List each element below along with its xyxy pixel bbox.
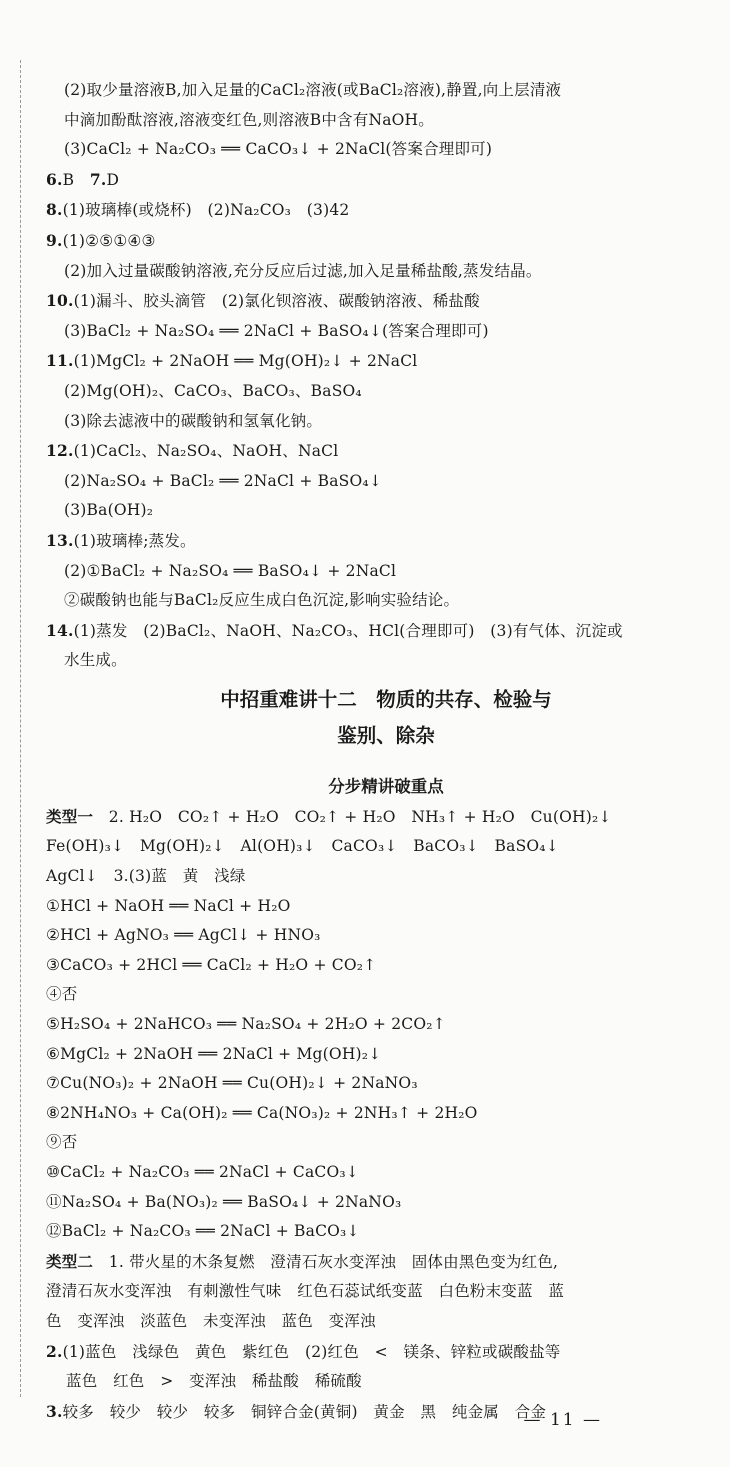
question-number: 13. [46,530,74,550]
answer-line [46,802,686,833]
question-number: 3. [46,1401,63,1421]
answer-text: (1)CaCl₂、Na₂SO₄、NaOH、NaCl [73,442,339,461]
answer-line [46,257,686,287]
answer-text: ②碳酸钠也能与BaCl₂反应生成白色沉淀,影响实验结论。 [64,591,460,610]
answer-text: (3)CaCl₂ + Na₂CO₃ ══ CaCO₃↓ + 2NaCl(答案合理即可) [64,140,493,159]
answer-text: (1)蒸发 (2)BaCl₂、NaOH、Na₂CO₃、HCl(合理即可) (3)有气体、沉淀或 [73,621,623,640]
answer-text: (2)①BaCl₂ + Na₂SO₄ ══ BaSO₄↓ + 2NaCl [64,561,397,580]
section-subtitle: 分步精讲破重点 [328,776,444,796]
answer-line [46,557,686,587]
answer-line [46,407,686,437]
answer-text: 1. 带火星的木条复燃 澄清石灰水变浑浊 固体由黑色变为红色, [93,1252,559,1271]
answer-text: (1)玻璃棒(或烧杯) (2)Na₂CO₃ (3)42 [62,201,350,220]
answer-text: (1)漏斗、胶头滴管 (2)氯化钡溶液、碳酸钠溶液、稀盐酸 [73,292,480,311]
section-title-line1: 中招重难讲十二 物质的共存、检验与 [220,687,552,711]
answer-text: AgCl↓ 3.(3)蓝 黄 浅绿 [46,867,246,886]
answer-text: ②HCl + AgNO₃ ══ AgCl↓ + HNO₃ [46,926,321,945]
answer-line [46,1128,686,1158]
answer-text: (1)MgCl₂ + 2NaOH ══ Mg(OH)₂↓ + 2NaCl [73,352,418,371]
answer-text: ⑧2NH₄NO₃ + Ca(OH)₂ ══ Ca(NO₃)₂ + 2NH₃↑ + 2H₂O [46,1103,478,1122]
answer-text: (3)BaCl₂ + Na₂SO₄ ══ 2NaCl + BaSO₄↓(答案合理即可) [64,321,489,340]
answer-line [46,586,686,616]
answer-block-previous [46,76,686,676]
answer-line [46,862,686,892]
answer-line [46,1277,686,1307]
answer-text: 2. H₂O CO₂↑ + H₂O CO₂↑ + H₂O NH₃↑ + H₂O Cu(OH)₂↓ [93,807,612,826]
answer-text: (1)玻璃棒;蒸发。 [73,531,196,550]
question-number: 14. [46,620,74,640]
answer-text: (2)取少量溶液B,加入足量的CaCl₂溶液(或BaCl₂溶液),静置,向上层清液 [64,81,562,99]
answer-text: ⑥MgCl₂ + 2NaOH ══ 2NaCl + Mg(OH)₂↓ [46,1044,382,1063]
answer-text: B [62,170,90,189]
answer-text: ④否 [46,985,78,1004]
answer-content [46,76,686,1427]
answer-text: ①HCl + NaOH ══ NaCl + H₂O [46,896,291,915]
page-number: — 11 — [523,1410,602,1430]
binding-margin-line [20,60,21,1397]
answer-line [46,1010,686,1040]
answer-line [46,892,686,922]
answer-block-section [46,802,686,1427]
answer-line [46,1158,686,1188]
question-number: 10. [46,291,74,311]
question-number: 11. [46,351,74,371]
answer-line [46,226,686,257]
question-number: 2. [46,1341,63,1361]
answer-text: 蓝色 红色 > 变浑浊 稀盐酸 稀硫酸 [66,1372,362,1391]
answer-line [46,951,686,981]
answer-line [46,195,686,226]
answer-text: (2)Na₂SO₄ + BaCl₂ ══ 2NaCl + BaSO₄↓ [64,471,383,490]
answer-line [46,165,686,196]
answer-text: 较多 较少 较少 较多 铜锌合金(黄铜) 黄金 黑 纯金属 合金 [62,1402,547,1421]
answer-line [46,1099,686,1129]
question-number: 类型一 [46,806,94,826]
answer-line [46,496,686,526]
answer-line [46,377,686,407]
answer-line [46,1367,686,1397]
answer-text: (1)②⑤①④③ [62,231,156,250]
question-number: 9. [46,230,63,250]
answer-line [46,1188,686,1218]
answer-text: D [106,170,120,189]
question-number: 类型二 [46,1251,94,1271]
answer-text: 澄清石灰水变浑浊 有刺激性气味 红色石蕊试纸变蓝 白色粉末变蓝 蓝 [46,1282,565,1301]
answer-line [46,1307,686,1337]
answer-text: ⑫BaCl₂ + Na₂CO₃ ══ 2NaCl + BaCO₃↓ [46,1222,360,1241]
answer-line [46,436,686,467]
answer-text: (3)Ba(OH)₂ [64,501,154,520]
answer-text: ⑪Na₂SO₄ + Ba(NO₃)₂ ══ BaSO₄↓ + 2NaNO₃ [46,1192,402,1211]
answer-line [46,76,686,106]
question-number: 12. [46,441,74,461]
answer-line [46,467,686,497]
answer-text: ⑦Cu(NO₃)₂ + 2NaOH ══ Cu(OH)₂↓ + 2NaNO₃ [46,1074,418,1093]
answer-text: ⑩CaCl₂ + Na₂CO₃ ══ 2NaCl + CaCO₃↓ [46,1163,359,1181]
answer-line [46,616,686,647]
answer-line [46,1069,686,1099]
answer-text: ⑤H₂SO₄ + 2NaHCO₃ ══ Na₂SO₄ + 2H₂O + 2CO₂↑ [46,1015,446,1034]
answer-line [46,646,686,676]
answer-line [46,317,686,347]
answer-text: 水生成。 [64,651,127,670]
answer-line [46,1337,686,1368]
answer-line [46,106,686,136]
answer-text: ⑨否 [46,1133,78,1152]
answer-text: ③CaCO₃ + 2HCl ══ CaCl₂ + H₂O + CO₂↑ [46,955,377,974]
question-number: 7. [89,169,107,189]
answer-line [46,980,686,1010]
answer-line [46,286,686,317]
answer-text: Fe(OH)₃↓ Mg(OH)₂↓ Al(OH)₃↓ CaCO₃↓ BaCO₃↓ BaSO₄↓ [46,837,559,856]
answer-line [46,832,686,862]
answer-line [46,526,686,557]
answer-text: 中滴加酚酞溶液,溶液变红色,则溶液B中含有NaOH。 [64,110,434,129]
answer-text: (2)Mg(OH)₂、CaCO₃、BaCO₃、BaSO₄ [64,381,362,400]
section-title-line2: 鉴别、除杂 [337,723,435,747]
answer-text: (1)蓝色 浅绿色 黄色 紫红色 (2)红色 < 镁条、锌粒或碳酸盐等 [62,1342,561,1361]
answer-text: (3)除去滤液中的碳酸钠和氢氧化钠。 [64,411,323,430]
answer-text: (2)加入过量碳酸钠溶液,充分反应后过滤,加入足量稀盐酸,蒸发结晶。 [64,261,542,280]
answer-line [46,1217,686,1247]
answer-line [46,1247,686,1278]
question-number: 6. [46,169,63,189]
answer-line [46,921,686,951]
question-number: 8. [46,200,63,220]
answer-line [46,1040,686,1070]
answer-line [46,346,686,377]
answer-text: 色 变浑浊 淡蓝色 未变浑浊 蓝色 变浑浊 [46,1311,376,1330]
answer-line [46,135,686,165]
